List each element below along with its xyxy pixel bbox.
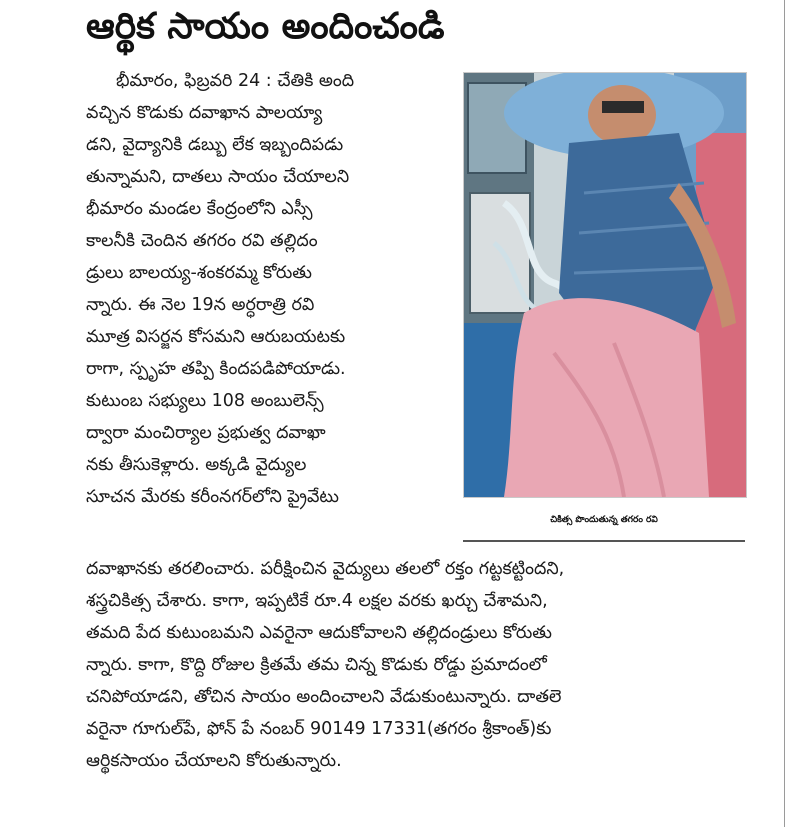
article-line: డ్రులు బాలయ్య-శంకరమ్మ కోరుతు: [86, 263, 312, 283]
article-line: ద్వారా మంచిర్యాల ప్రభుత్వ దవాఖా: [86, 423, 326, 443]
article-line: మూత్ర విసర్జన కోసమని ఆరుబయటకు: [86, 327, 346, 347]
article-line: దవాఖానకు తరలించారు. పరీక్షించిన వైద్యులు తలలో రక్తం గట్టకట్టిందని,: [86, 559, 565, 579]
article-line: కాలనీకి చెందిన తగరం రవి తల్లిదం: [86, 231, 318, 251]
patient-photo: [463, 72, 747, 498]
article-line: తున్నామని, దాతలు సాయం చేయాలని: [86, 167, 350, 187]
article-line: నకు తీసుకెళ్లారు. అక్కడి వైద్యుల: [86, 455, 307, 475]
article-line: న్నారు. కాగా, కొద్ది రోజుల క్రితమే తమ చిన్న కొడుకు రోడ్డు ప్రమాదంలో: [86, 655, 547, 675]
article-line: వచ్చిన కొడుకు దవాఖాన పాలయ్యా: [86, 103, 323, 123]
article-line: న్నారు. ఈ నెల 19న అర్ధరాత్రి రవి: [86, 295, 315, 315]
pink-blanket: [504, 298, 709, 497]
article-line: రాగా, స్పృహ తప్పి కిందపడిపోయాడు.: [86, 359, 346, 379]
article-line: భీమారం మండల కేంద్రంలోని ఎస్సీ: [86, 199, 313, 219]
article-line: భీమారం, ఫిబ్రవరి 24 : చేతికి అంది: [116, 71, 355, 91]
photo-caption: చికిత్స పొందుతున్న తగరం రవి: [550, 515, 658, 525]
article-line: శస్త్రచికిత్స చేశారు. కాగా, ఇప్పటికే రూ.4 లక్షల వరకు ఖర్చు చేశామని,: [86, 591, 548, 611]
article-line: వరైనా గూగుల్‌పే, ఫోన్ పే నంబర్ 90149 17331(తగరం శ్రీకాంత్)కు: [86, 719, 552, 739]
article-line: ఆర్థికసాయం చేయాలని కోరుతున్నారు.: [86, 751, 342, 771]
article-line: డని, వైద్యానికి డబ్బు లేక ఇబ్బందిపడు: [86, 135, 344, 155]
article-headline: ఆర్థిక సాయం అందించండి: [86, 6, 445, 47]
caption-divider: [463, 540, 745, 542]
article-line: సూచన మేరకు కరీంనగర్‌లోని ప్రైవేటు: [86, 487, 339, 507]
patient-head: [588, 85, 656, 145]
column-divider: [784, 0, 785, 827]
article-line: కుటుంబ సభ్యులు 108 అంబులెన్స్: [86, 391, 324, 411]
article-line: చనిపోయాడని, తోచిన సాయం అందించాలని వేడుకుంటున్నారు. దాతలె: [86, 687, 562, 707]
article-line: తమది పేద కుటుంబమని ఎవరైనా ఆదుకోవాలని తల్లిదండ్రులు కోరుతు: [86, 623, 552, 643]
